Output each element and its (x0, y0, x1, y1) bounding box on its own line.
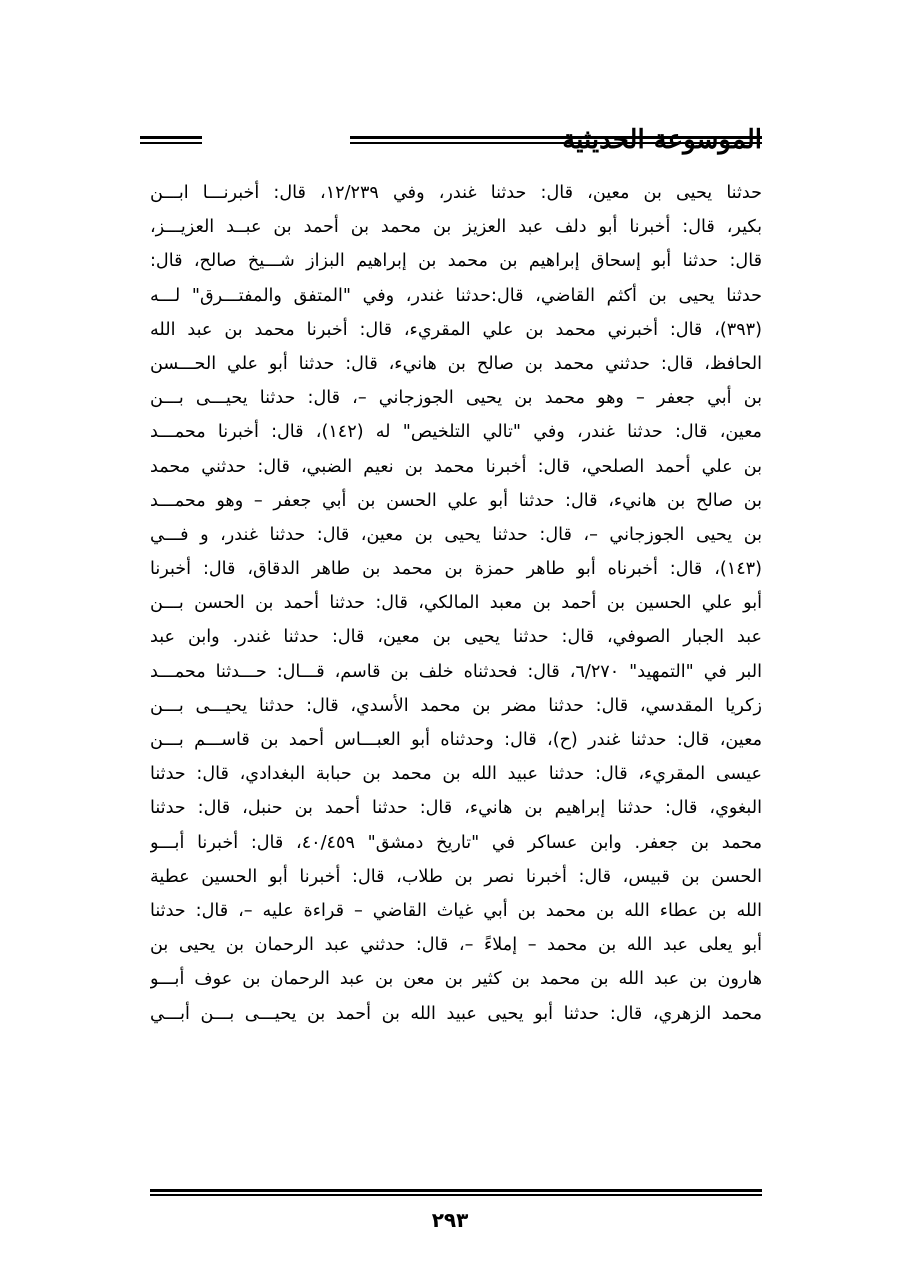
text-line: حدثنا يحيى بن أكثم القاضي، قال:حدثنا غندر، وفي "المتفق والمفتـــرق" لـــه (150, 285, 762, 306)
text-line: قال: حدثنا أبو إسحاق إبراهيم بن محمد بن إبراهيم البزاز شـــيخ صالح، قال: (150, 251, 762, 272)
text-line: (١٤٣)، قال: أخبرناه أبو طاهر حمزة بن محمد بن طاهر الدقاق، قال: أخبرنا (150, 559, 762, 580)
text-line: معين، قال: حدثنا غندر، وفي "تالي التلخيص" له (١٤٢)، قال: أخبرنا محمـــد (150, 422, 762, 443)
text-line: أبو يعلى عبد الله بن محمد – إملاءً –، قال: حدثني عبد الرحمان بن يحيى بن (150, 935, 762, 956)
text-line: عبد الجبار الصوفي، قال: حدثنا يحيى بن معين، قال: حدثنا غندر. وابن عبد (150, 627, 762, 648)
text-line: الله بن عطاء الله بن محمد بن أبي غياث القاضي – قراءة عليه –، قال: حدثنا (150, 900, 762, 921)
text-line: بن أبي جعفر – وهو محمد بن يحيى الجوزجاني –، قال: حدثنا يحيـــى بـــن (150, 388, 762, 409)
text-line: بن صالح بن هانيء، قال: حدثنا أبو علي الحسن بن أبي جعفر – وهو محمـــد (150, 490, 762, 511)
text-line: البغوي، قال: حدثنا إبراهيم بن هانيء، قال: حدثنا أحمد بن حنبل، قال: حدثنا (150, 798, 762, 819)
text-line: عيسى المقريء، قال: حدثنا عبيد الله بن محمد بن حبابة البغدادي، قال: حدثنا (150, 764, 762, 785)
text-line: الحافظ، قال: حدثني محمد بن صالح بن هانيء، قال: حدثنا أبو علي الحـــسن (150, 353, 762, 374)
body-text (150, 176, 762, 1031)
text-line: الحسن بن قبيس، قال: أخبرنا نصر بن طلاب، قال: أخبرنا أبو الحسين عطية (150, 866, 762, 887)
header-rule-left-short (140, 136, 202, 144)
text-line: بن علي أحمد الصلحي، قال: أخبرنا محمد بن نعيم الضبي، قال: حدثني محمد (150, 456, 762, 477)
text-line: زكريا المقدسي، قال: حدثنا مضر بن محمد الأسدي، قال: حدثنا يحيـــى بـــن (150, 695, 762, 716)
footer-rule (150, 1189, 762, 1196)
text-line: (٣٩٣)، قال: أخبرني محمد بن علي المقريء، قال: أخبرنا محمد بن عبد الله (150, 319, 762, 340)
text-line: البر في "التمهيد" ٦/٢٧٠، قال: فحدثناه خلف بن قاسم، قـــال: حـــدثنا محمـــد (150, 661, 762, 682)
text-line: أبو علي الحسين بن أحمد بن معبد المالكي، قال: حدثنا أحمد بن الحسن بـــن (150, 593, 762, 614)
text-line: محمد بن جعفر. وابن عساكر في "تاريخ دمشق" ٤٠/٤٥٩، قال: أخبرنا أبـــو (150, 832, 762, 853)
text-line: حدثنا يحيى بن معين، قال: حدثنا غندر، وفي ١٢/٢٣٩، قال: أخبرنـــا ابـــن (150, 183, 762, 203)
page-header (140, 120, 762, 164)
header-title: الموسوعة الحديثية (562, 125, 762, 155)
text-line: بكير، قال: أخبرنا أبو دلف عبد العزيز بن محمد بن أحمد بن عبــد العزيـــز، (150, 217, 762, 238)
text-line: بن يحيى الجوزجاني –، قال: حدثنا يحيى بن معين، قال: حدثنا غندر، و فـــي (150, 524, 762, 545)
text-line: هارون بن عبد الله بن محمد بن كثير بن معن بن عبد الرحمان بن عوف أبـــو (150, 969, 762, 990)
page-number: ٢٩٣ (431, 1208, 469, 1232)
text-line: محمد الزهري، قال: حدثنا أبو يحيى عبيد الله بن أحمد بن يحيـــى بـــن أبـــي (150, 1003, 762, 1024)
text-line: معين، قال: حدثنا غندر (ح)، قال: وحدثناه أبو العبـــاس أحمد بن قاســـم بـــن (150, 730, 762, 750)
